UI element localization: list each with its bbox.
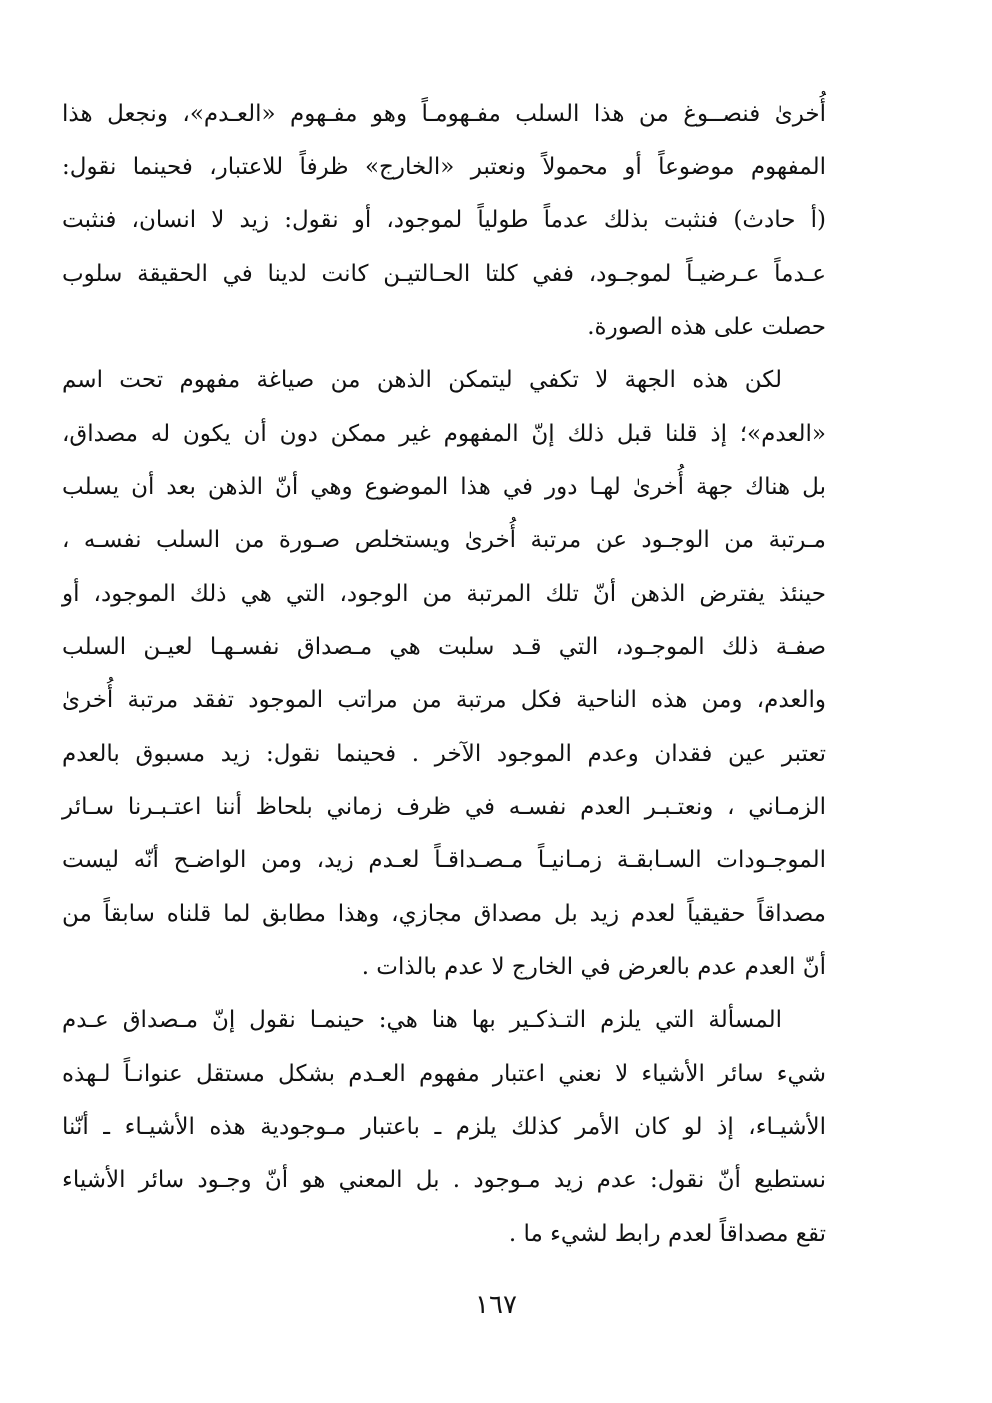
text-line: أنّ العدم عدم بالعرض في الخارج لا عدم بالذات .	[361, 954, 826, 980]
body-text	[62, 86, 826, 1266]
text-line: (أ حادث) فنثبت بذلك عدماً طولياً لموجود، أو نقول: زيد لا انسان، فنثبت	[62, 207, 826, 233]
text-line: الأشيـاء، إذ لو كان الأمر كذلك يلزم ـ باعتبار مـوجودية هذه الأشيـاء ـ أنّنا	[62, 1114, 826, 1140]
text-line: الموجـودات السـابقـة زمـانيـاً مـصـداقـاً لعـدم زيد، ومن الواضـح أنّه ليست	[62, 847, 826, 873]
text-line: تعتبر عين فقدان وعدم الموجود الآخر . فحينما نقول: زيد مسبوق بالعدم	[62, 741, 826, 767]
text-line: صفـة ذلك الموجـود، التي قـد سلبت هي مـصداق نفسـهـا لعيـن السلب	[62, 634, 826, 660]
text-line: حينئذ يفترض الذهن أنّ تلك المرتبة من الوجود، التي هي ذلك الموجود، أو	[62, 581, 826, 607]
text-line: عـدماً عـرضيـاً لموجـود، ففي كلتا الحـالتيـن كانت لدينا في الحقيقة سلوب	[62, 261, 826, 287]
text-line: تقع مصداقاً لعدم رابط لشيء ما .	[508, 1221, 826, 1247]
text-line: نستطيع أنّ نقول: عدم زيد مـوجود . بل المعني هو أنّ وجـود سائر الأشياء	[62, 1167, 826, 1193]
text-line: «العدم»؛ إذ قلنا قبل ذلك إنّ المفهوم غير ممكن دون أن يكون له مصداق،	[62, 421, 826, 447]
text-line: والعدم، ومن هذه الناحية فكل مرتبة من مراتب الموجود تفقد مرتبة أُخرىٰ	[62, 687, 826, 713]
text-line: المسألة التي يلزم التـذكـير بها هنا هي: حينمـا نقول إنّ مـصداق عـدم	[62, 1007, 782, 1033]
text-line: الزمـاني ، ونعتـبـر العدم نفسـه في ظرف زماني بلحاظ أننا اعتـبـرنا سـائر	[62, 794, 826, 820]
text-line: أُخرىٰ فنصــوغ من هذا السلب مفـهومـاً وهو مفـهوم «العـدم»، ونجعل هذا	[62, 101, 826, 127]
text-line: لكن هذه الجهة لا تكفي ليتمكن الذهن من صياغة مفهوم تحت اسم	[62, 367, 782, 393]
text-line: المفهوم موضوعاً أو محمولاً ونعتبر «الخارج» ظرفاً للاعتبار، فحينما نقول:	[62, 154, 826, 180]
text-line: حصلت على هذه الصورة.	[587, 314, 826, 340]
text-line: مصداقاً حقيقياً لعدم زيد بل مصداق مجازي، وهذا مطابق لما قلناه سابقاً من	[62, 901, 826, 927]
text-line: مـرتبة من الوجـود عن مرتبة أُخرىٰ ويستخلص صـورة من السلب نفسـه ،	[62, 527, 826, 553]
text-line: بل هناك جهة أُخرىٰ لهـا دور في هذا الموضوع وهي أنّ الذهن بعد أن يسلب	[62, 474, 826, 500]
text-line: شيء سائر الأشياء لا نعني اعتبار مفهوم العـدم بشكل مستقل عنوانـاً لـهذه	[62, 1061, 826, 1087]
page-number: ١٦٧	[475, 1290, 517, 1320]
